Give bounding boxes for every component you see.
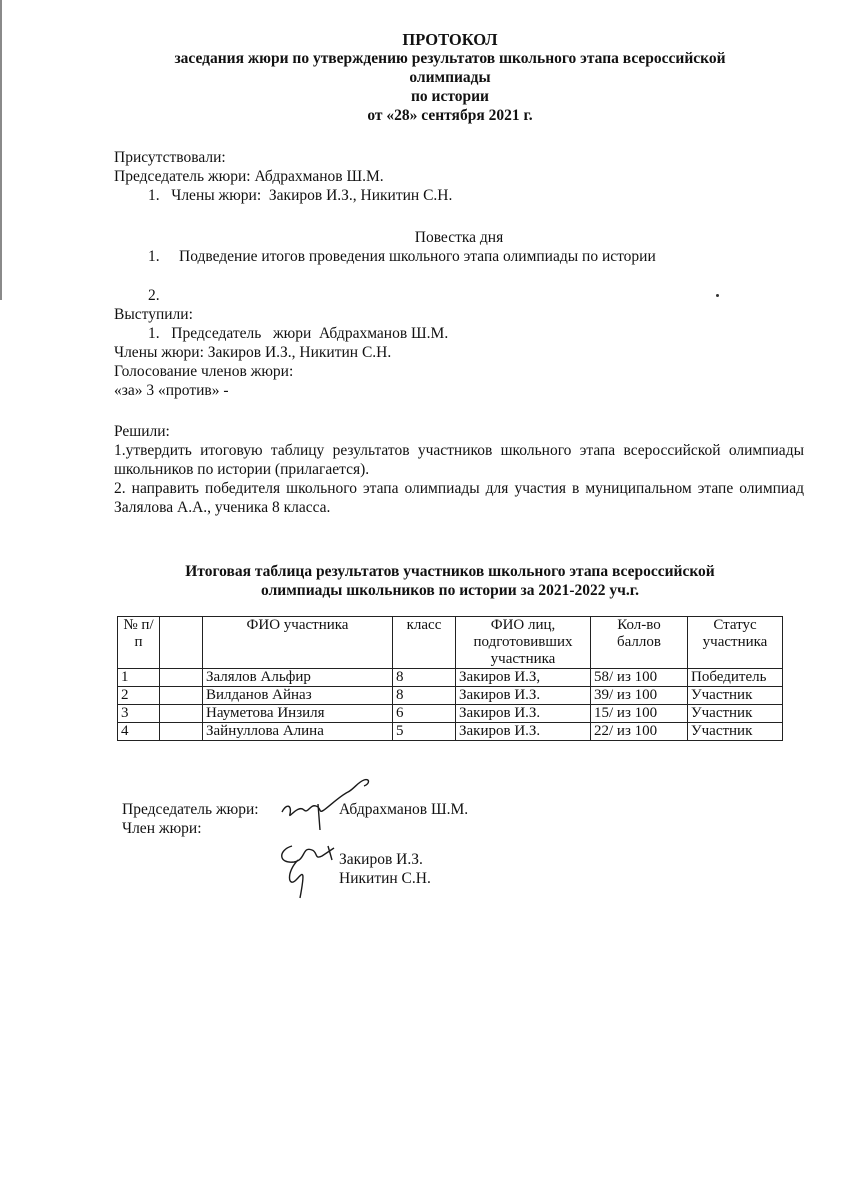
header-status: Статус участника	[688, 617, 783, 669]
decided-item-1: 1.утвердить итоговую таблицу результатов участников школьного этапа всероссийской олимпиады школьников по истории (прилагается).	[114, 442, 804, 478]
decided-label: Решили:	[114, 423, 170, 440]
chair-label: Председатель жюри:	[122, 801, 259, 818]
table-header-row	[118, 617, 783, 669]
table-row	[118, 723, 783, 741]
cell-name: Залялов Альфир	[203, 669, 393, 687]
decided-item-2: 2. направить победителя школьного этапа олимпиады для участия в муниципальном этапе олимпиад Залялова А.А., ученика 8 класса.	[114, 480, 804, 516]
decided-section	[114, 422, 804, 517]
cell-status: Участник	[688, 723, 783, 741]
cell-teacher: Закиров И.З.	[456, 705, 591, 723]
spoke-section	[114, 286, 804, 400]
cell-class: 6	[393, 705, 456, 723]
cell-teacher: Закиров И.З.	[456, 687, 591, 705]
agenda-item-2: 2.	[148, 287, 160, 304]
cell-class: 5	[393, 723, 456, 741]
header-teacher: ФИО лиц, подготовивших участника	[456, 617, 591, 669]
header-line-2: олимпиады	[409, 69, 491, 86]
cell-num: 2	[118, 687, 160, 705]
cell-name: Науметова Инзиля	[203, 705, 393, 723]
present-label: Присутствовали:	[114, 149, 226, 166]
header-num: № п/ п	[118, 617, 160, 669]
chair-signature-row	[122, 800, 622, 819]
agenda-item-1: 1. Подведение итогов проведения школьного этапа олимпиады по истории	[148, 248, 656, 265]
cell-status: Победитель	[688, 669, 783, 687]
spoke-item-1: 1. Председатель жюри Абдрахманов Ш.М.	[148, 325, 449, 342]
cell-class: 8	[393, 669, 456, 687]
header-line-3: по истории	[410, 88, 489, 105]
spoke-label: Выступили:	[114, 306, 193, 323]
cell-teacher: Закиров И.З.	[456, 723, 591, 741]
cell-blank	[160, 723, 203, 741]
header-score: Кол-во баллов	[591, 617, 688, 669]
spoke-members: Члены жюри: Закиров И.З., Никитин С.Н.	[114, 344, 392, 361]
cell-blank	[160, 669, 203, 687]
agenda-title: Повестка дня	[414, 229, 504, 246]
cell-blank	[160, 687, 203, 705]
header-class: класс	[393, 617, 456, 669]
cell-score: 58/ из 100	[591, 669, 688, 687]
header-blank	[160, 617, 203, 669]
member-label-row	[122, 819, 622, 838]
cell-blank	[160, 705, 203, 723]
table-title-line-2: олимпиады школьников по истории за 2021-2022 уч.г.	[261, 582, 639, 599]
cell-teacher: Закиров И.З,	[456, 669, 591, 687]
agenda-spacer	[114, 266, 804, 285]
header-name: ФИО участника	[203, 617, 393, 669]
header-line-1: заседания жюри по утверждению результатов школьного этапа всероссийской	[174, 50, 726, 67]
member-1-row	[122, 850, 622, 869]
table-title	[100, 562, 800, 600]
chair-name: Абдрахманов Ш.М.	[339, 801, 469, 818]
table-row	[118, 687, 783, 705]
present-section	[114, 148, 804, 205]
present-chair: Председатель жюри: Абдрахманов Ш.М.	[114, 168, 384, 185]
cell-status: Участник	[688, 687, 783, 705]
cell-score: 39/ из 100	[591, 687, 688, 705]
signatures-block	[122, 800, 622, 888]
member-1-name: Закиров И.З.	[339, 851, 423, 868]
document-header	[100, 30, 800, 125]
cell-num: 4	[118, 723, 160, 741]
header-date: от «28» сентября 2021 г.	[367, 107, 533, 124]
document-title: ПРОТОКОЛ	[402, 30, 498, 49]
member-label: Член жюри:	[122, 820, 202, 837]
results-table	[117, 616, 783, 741]
member-2-row	[122, 869, 622, 888]
cell-score: 15/ из 100	[591, 705, 688, 723]
cell-score: 22/ из 100	[591, 723, 688, 741]
cell-status: Участник	[688, 705, 783, 723]
cell-name: Вилданов Айназ	[203, 687, 393, 705]
table-title-line-1: Итоговая таблица результатов участников школьного этапа всероссийской	[185, 563, 715, 580]
member-2-name: Никитин С.Н.	[339, 870, 431, 887]
scan-edge	[0, 0, 2, 300]
agenda-section	[114, 228, 804, 285]
cell-num: 1	[118, 669, 160, 687]
vote-result: «за» 3 «против» -	[114, 382, 229, 399]
present-members: 1. Члены жюри: Закиров И.З., Никитин С.Н.	[148, 187, 453, 204]
cell-name: Зайнуллова Алина	[203, 723, 393, 741]
table-row	[118, 705, 783, 723]
cell-class: 8	[393, 687, 456, 705]
table-row	[118, 669, 783, 687]
cell-num: 3	[118, 705, 160, 723]
vote-label: Голосование членов жюри:	[114, 363, 294, 380]
